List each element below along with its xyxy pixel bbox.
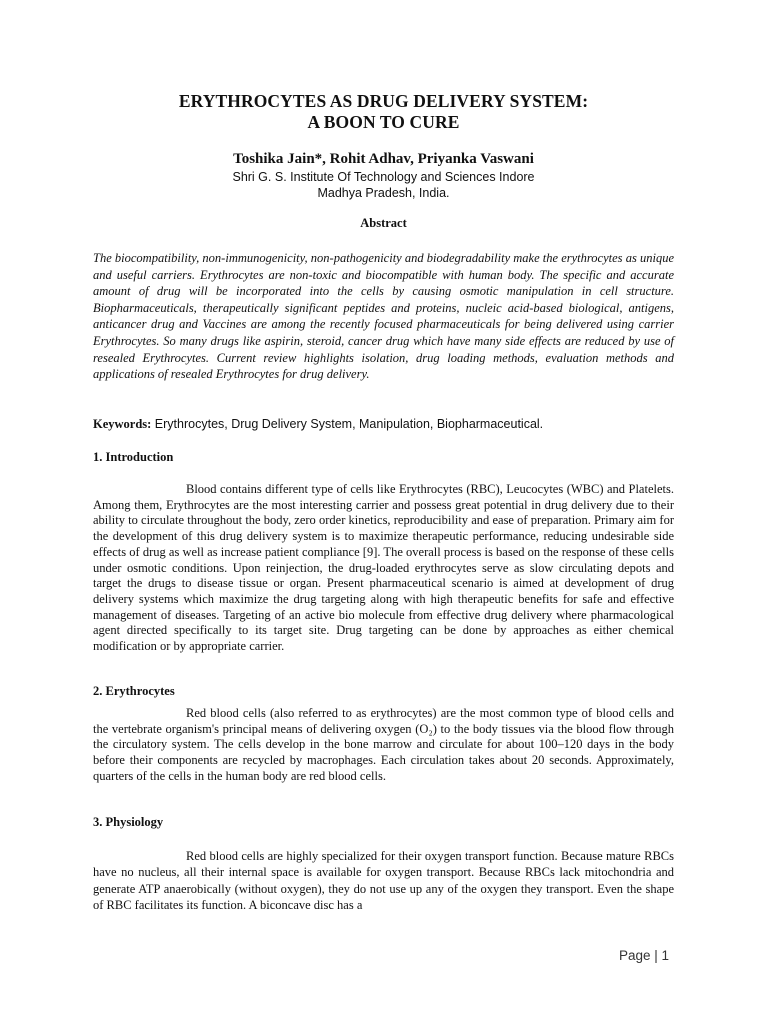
title-line-1: ERYTHROCYTES AS DRUG DELIVERY SYSTEM: — [178, 91, 589, 111]
section-heading-erythrocytes: 2. Erythrocytes — [93, 684, 175, 698]
paper-title — [93, 91, 674, 133]
introduction-paragraph: Blood contains different type of cells like Erythrocytes (RBC), Leucocytes (WBC) and Platelets. Among them, Erythrocytes are the most interesting carrier and possess great potential in drug delivery due to their ability to circulate throughout the body, zero order kinetics, reproducibility and ease of preparation. Primary aim for the development of this drug delivery system is to maximize therapeutic performance, reducing undesirable side effects of drug as well as increase patient compliance [9]. The overall process is based on the response of these cells under osmotic conditions. Upon reinjection, the drug-loaded erythrocytes serve as slow circulating depots and target the drugs to disease tissue or organ. Present pharmaceutical scenario is aimed at development of drug delivery systems which maximize the drug targeting along with high therapeutic benefits for safe and effective management of diseases. Targeting of an active bio molecule from effective drug delivery where pharmacological agent directed specifically to its target site. Drug targeting can be done by approaches as either chemical modification or by appropriate carrier. — [93, 482, 674, 654]
section-heading-physiology: 3. Physiology — [93, 815, 164, 829]
paper-page — [93, 0, 674, 1024]
erythrocytes-paragraph: Red blood cells (also referred to as erythrocytes) are the most common type of blood cells and the vertebrate organism's principal means of delivering oxygen (O₂) to the body tissues via the blood flow through the circulatory system. The cells develop in the bone marrow and circulate for about 100–120 days in the body before their components are recycled by macrophages. Each circulation takes about 20 seconds. Approximately, quarters of the cells in the human body are red blood cells. — [93, 706, 674, 783]
abstract-text: The biocompatibility, non-immunogenicity, non-pathogenicity and biodegradability make the erythrocytes as unique and useful carriers. Erythrocytes are non-toxic and biocompatible with human body. The specific and accurate amount of drug will be incorporated into the cells by causing osmotic manipulation in cell structure. Biopharmaceuticals, therapeutically significant peptides and proteins, nucleic acid-based biological, antigens, anticancer drug and Vaccines are among the recently focused pharmaceuticals for being delivered using carrier Erythrocytes. So many drugs like aspirin, steroid, cancer drug which have many side effects are reduced by use of resealed Erythrocytes. Current review highlights isolation, drug loading methods, evaluation methods and applications of resealed Erythrocytes for drug delivery. — [93, 251, 674, 382]
title-line-2: A BOON TO CURE — [307, 112, 460, 132]
affiliation-line-2: Madhya Pradesh, India. — [317, 186, 450, 200]
section-heading-introduction: 1. Introduction — [93, 450, 174, 464]
physiology-paragraph: Red blood cells are highly specialized for their oxygen transport function. Because mature RBCs have no nucleus, all their internal space is available for oxygen transport. Because RBCs lack mitochondria and generate ATP anaerobically (without oxygen), they do not use up any of the oxygen they transport. Even the shape of RBC facilitates its function. A biconcave disc has a — [93, 849, 674, 913]
author-list: Toshika Jain*, Rohit Adhav, Priyanka Vaswani — [233, 151, 534, 167]
abstract-heading: Abstract — [360, 216, 407, 230]
affiliation — [93, 169, 674, 201]
keywords-line — [93, 416, 674, 432]
keywords-text: Erythrocytes, Drug Delivery System, Manipulation, Biopharmaceutical. — [151, 417, 544, 431]
affiliation-line-1: Shri G. S. Institute Of Technology and Sciences Indore — [232, 170, 535, 184]
page-number: Page | 1 — [619, 948, 670, 963]
keywords-label: Keywords: — [93, 417, 152, 431]
